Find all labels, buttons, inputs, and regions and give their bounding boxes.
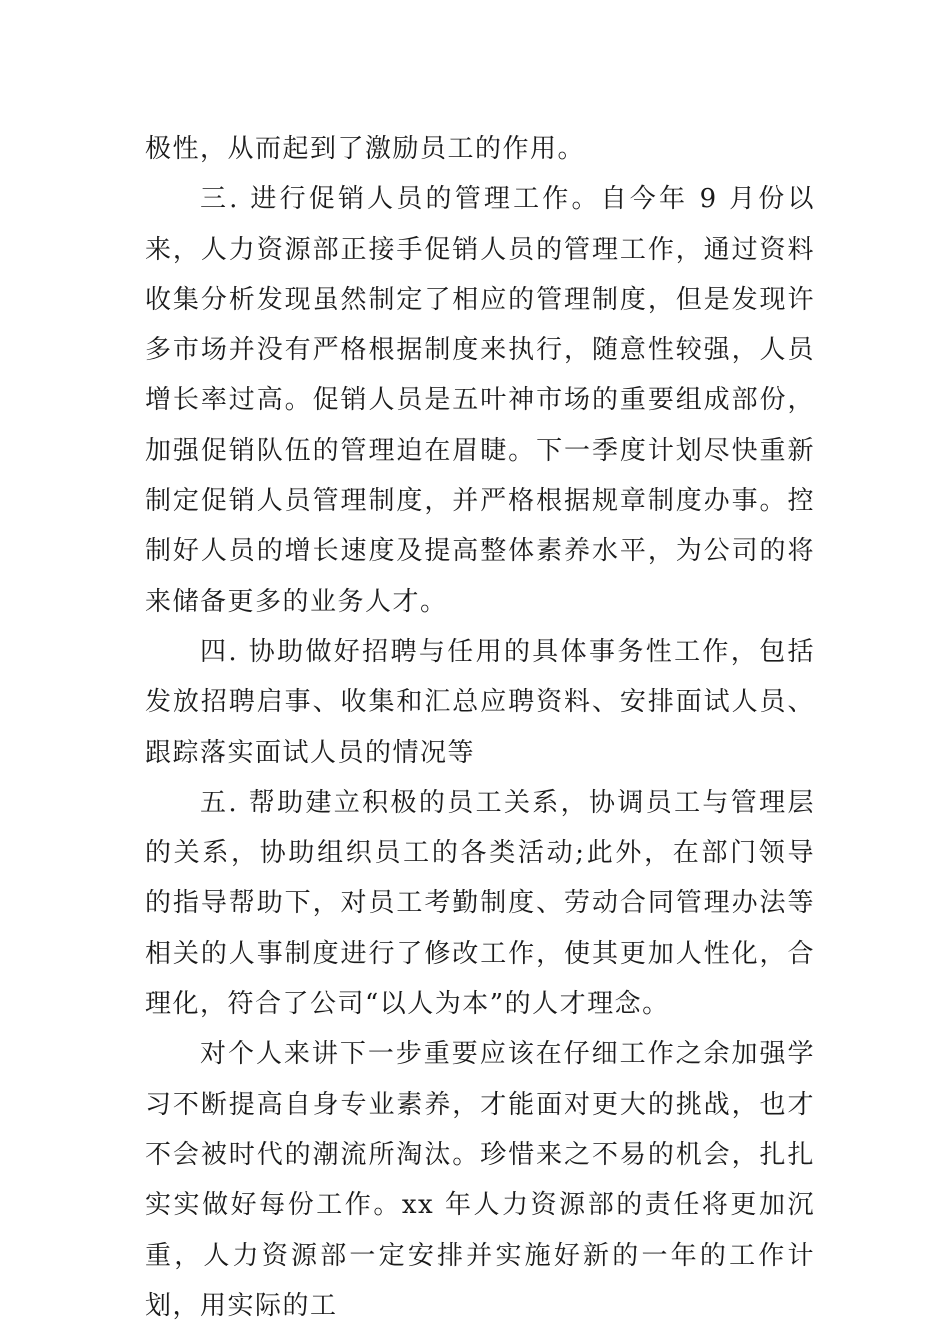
paragraph-2: 三. 进行促销人员的管理工作。自今年 9 月份以来，人力资源部正接手促销人员的管理工作，通过资料收集分析发现虽然制定了相应的管理制度，但是发现许多市场并没有严格根据制度来执行，随意性较强，人员增长率过高。促销人员是五叶神市场的重要组成部份，加强促销队伍的管理迫在眉睫。下一季度计划尽快重新制定促销人员管理制度，并严格根据规章制度办事。控制好人员的增长速度及提高整体素养水平，为公司的将来储备更多的业务人才。 [145, 184, 815, 617]
paragraph-4: 五. 帮助建立积极的员工关系，协调员工与管理层的关系，协助组织员工的各类活动;此外，在部门领导的指导帮助下，对员工考勤制度、劳动合同管理办法等相关的人事制度进行了修改工作，使其更加人性化，合理化，符合了公司“以人为本”的人才理念。 [145, 787, 815, 1020]
paragraph-1: 极性，从而起到了激励员工的作用。 [145, 134, 586, 164]
paragraph-3: 四. 协助做好招聘与任用的具体事务性工作，包括发放招聘启事、收集和汇总应聘资料、安排面试人员、跟踪落实面试人员的情况等 [145, 636, 815, 768]
document-body [145, 124, 815, 1331]
paragraph-5: 对个人来讲下一步重要应该在仔细工作之余加强学习不断提高自身专业素养，才能面对更大的挑战，也才不会被时代的潮流所淘汰。珍惜来之不易的机会，扎扎实实做好每份工作。xx 年人力资源部的责任将更加沉重，人力资源部一定安排并实施好新的一年的工作计划，用实际的工 [145, 1039, 815, 1321]
